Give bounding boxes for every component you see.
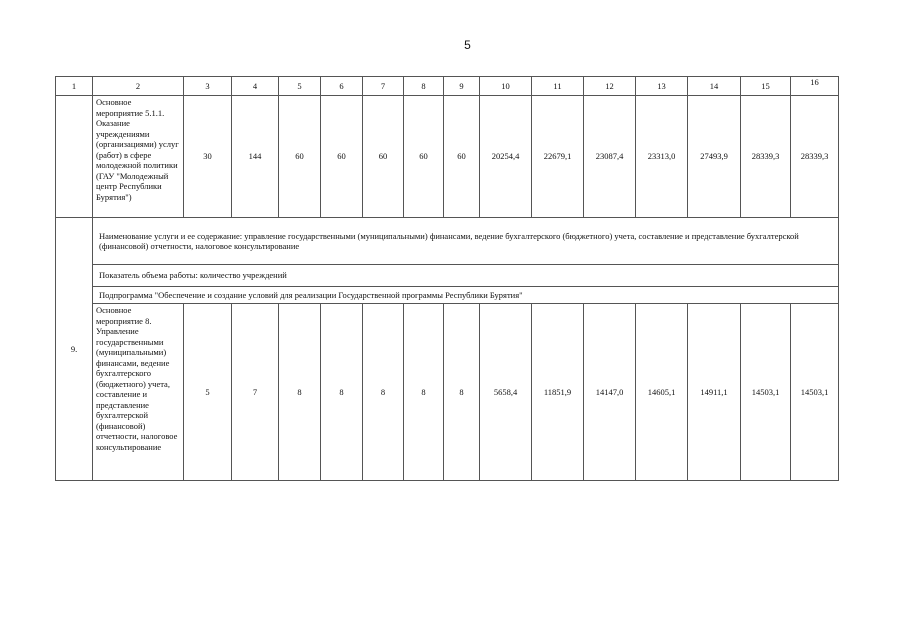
- value-cell: 8: [321, 304, 363, 481]
- value-cell: 14605,1: [636, 304, 688, 481]
- header-cell: 5: [279, 77, 321, 96]
- subprogram-row: [56, 287, 839, 304]
- header-cell: 3: [184, 77, 232, 96]
- value-cell: 5: [184, 304, 232, 481]
- header-cell: 15: [741, 77, 791, 96]
- header-cell: 7: [363, 77, 404, 96]
- header-cell: 16: [791, 77, 839, 96]
- row-number: [56, 96, 93, 218]
- value-cell: 60: [279, 96, 321, 218]
- value-cell: 144: [232, 96, 279, 218]
- header-cell: 4: [232, 77, 279, 96]
- measure-name: Основное мероприятие 5.1.1. Оказание учреждениями (организациями) услуг (работ) в сфере молодежной политики (ГАУ "Молодежный центр Республики Бурятия"): [93, 96, 184, 218]
- value-cell: 28339,3: [741, 96, 791, 218]
- value-cell: 8: [279, 304, 321, 481]
- header-cell: 11: [532, 77, 584, 96]
- header-cell: 14: [688, 77, 741, 96]
- value-cell: 28339,3: [791, 96, 839, 218]
- header-cell: 6: [321, 77, 363, 96]
- value-cell: 60: [444, 96, 480, 218]
- table-row: [56, 96, 839, 218]
- value-cell: 23087,4: [584, 96, 636, 218]
- value-cell: 27493,9: [688, 96, 741, 218]
- header-cell: 10: [480, 77, 532, 96]
- value-cell: 30: [184, 96, 232, 218]
- row-number: 9.: [56, 218, 93, 481]
- value-cell: 7: [232, 304, 279, 481]
- value-cell: 20254,4: [480, 96, 532, 218]
- header-cell: 13: [636, 77, 688, 96]
- header-cell: 1: [56, 77, 93, 96]
- header-cell: 8: [404, 77, 444, 96]
- value-cell: 60: [363, 96, 404, 218]
- value-cell: 14147,0: [584, 304, 636, 481]
- page-number: 5: [464, 38, 471, 52]
- measure-name: Основное мероприятие 8. Управление государственными (муниципальными) финансами, ведение бухгалтерского (бюджетного) учета, составление и представление бухгалтерской (финансовой) отчетности, налоговое консультирование: [93, 304, 184, 481]
- header-cell: 2: [93, 77, 184, 96]
- indicator-row: [56, 265, 839, 287]
- table-row: [56, 304, 839, 481]
- header-cell: 12: [584, 77, 636, 96]
- volume-indicator: Показатель объема работы: количество учреждений: [93, 265, 839, 287]
- value-cell: 60: [404, 96, 444, 218]
- value-cell: 14503,1: [741, 304, 791, 481]
- value-cell: 14503,1: [791, 304, 839, 481]
- value-cell: 60: [321, 96, 363, 218]
- value-cell: 22679,1: [532, 96, 584, 218]
- service-description: Наименование услуги и ее содержание: управление государственными (муниципальными) финансами, ведение бухгалтерского (бюджетного) учета, составление и представление бухгалтерской (финансовой) отчетности, налоговое консультирование: [93, 218, 839, 265]
- data-table: [55, 76, 839, 481]
- header-cell: 9: [444, 77, 480, 96]
- value-cell: 8: [444, 304, 480, 481]
- value-cell: 8: [363, 304, 404, 481]
- service-row: [56, 218, 839, 265]
- header-row: [56, 77, 839, 96]
- value-cell: 11851,9: [532, 304, 584, 481]
- value-cell: 14911,1: [688, 304, 741, 481]
- value-cell: 23313,0: [636, 96, 688, 218]
- value-cell: 8: [404, 304, 444, 481]
- subprogram-title: Подпрограмма "Обеспечение и создание условий для реализации Государственной программы Республики Бурятия": [93, 287, 839, 304]
- value-cell: 5658,4: [480, 304, 532, 481]
